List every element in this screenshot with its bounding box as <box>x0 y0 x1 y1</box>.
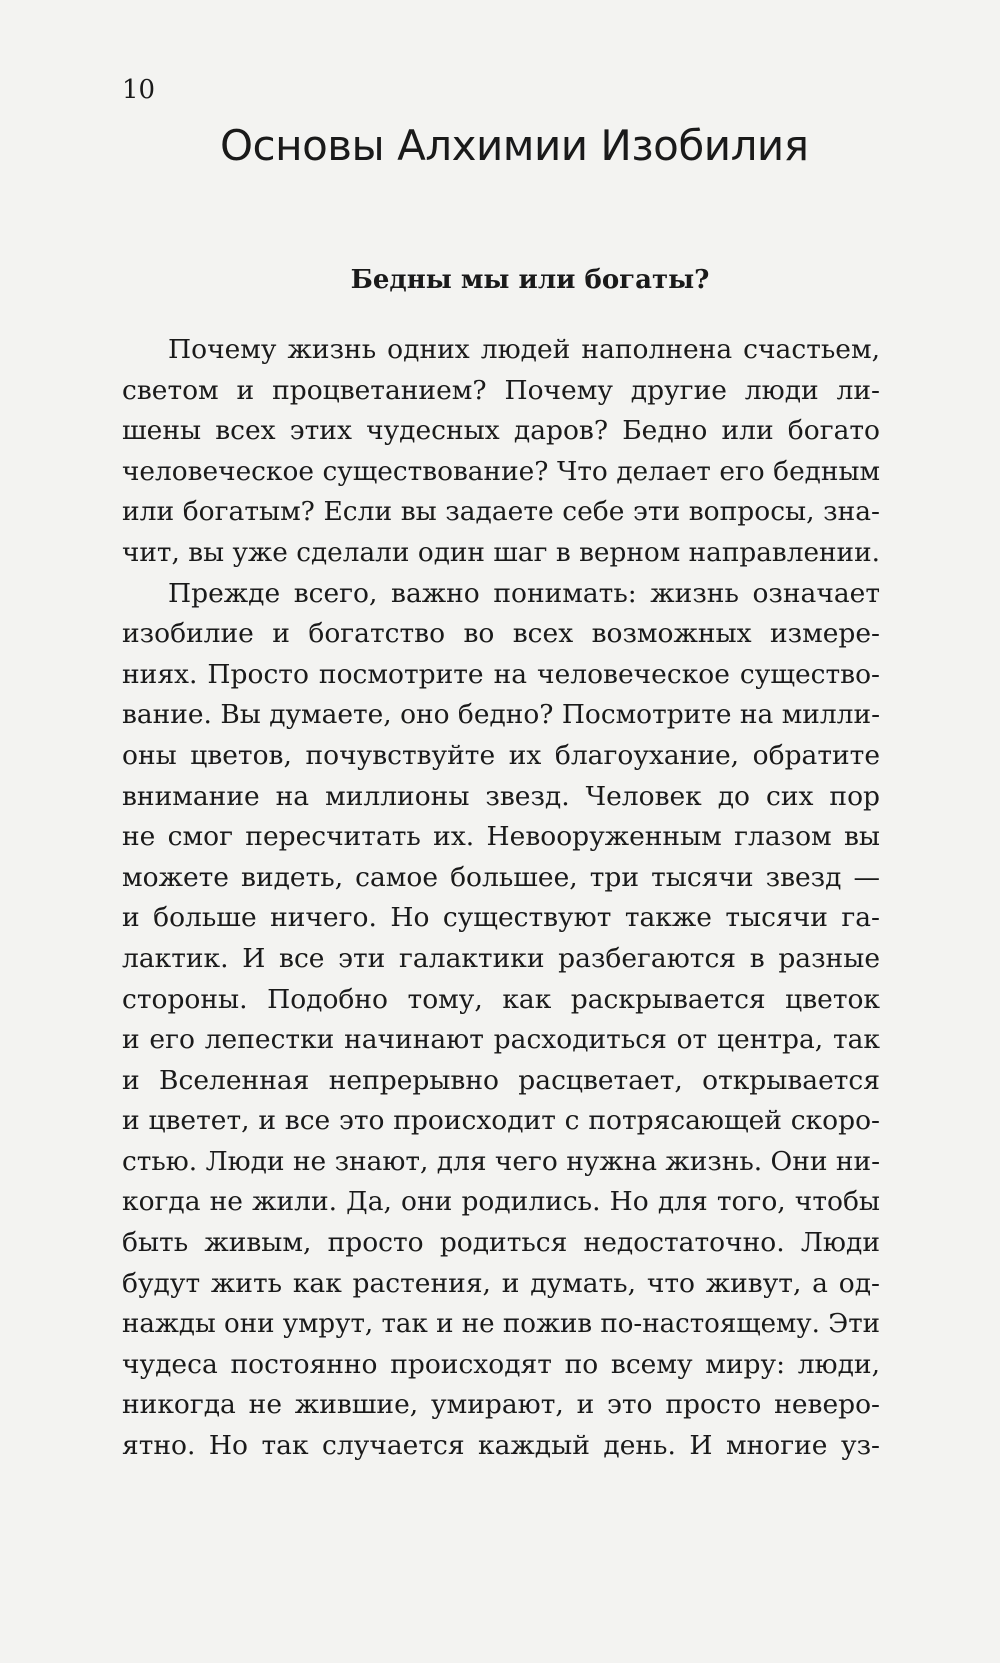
text-line-content: чит, вы уже сделали один шаг в верном направлении. <box>122 537 880 568</box>
text-line-content: будут жить как растения, и думать, что живут, а од- <box>122 1267 880 1299</box>
text-line-content: вание. Вы думаете, оно бедно? Посмотрите на милли- <box>122 699 880 731</box>
text-line <box>122 1142 880 1183</box>
text-line <box>122 1385 880 1426</box>
text-line-content: можете видеть, самое большее, три тысячи звезд — <box>122 861 880 893</box>
text-line-content: внимание на миллионы звезд. Человек до сих пор <box>122 780 880 812</box>
text-line <box>122 939 880 980</box>
text-line-content: когда не жили. Да, они родились. Но для того, чтобы <box>122 1186 880 1218</box>
text-line <box>122 371 880 412</box>
text-line <box>122 695 880 736</box>
text-line <box>122 1182 880 1223</box>
text-line <box>122 452 880 493</box>
chapter-title: Основы Алхимии Изобилия <box>220 121 809 170</box>
text-line-content: Почему жизнь одних людей наполнена счастьем, <box>168 334 880 365</box>
text-line <box>122 980 880 1021</box>
text-line-content: ниях. Просто посмотрите на человеческое существо- <box>122 658 880 690</box>
text-line-content: изобилие и богатство во всех возможных измере- <box>122 618 880 650</box>
text-line <box>122 1345 880 1386</box>
text-line-content: и его лепестки начинают расходиться от центра, так <box>122 1024 880 1056</box>
text-line-content: светом и процветанием? Почему другие люди ли- <box>122 374 880 406</box>
text-line <box>122 1020 880 1061</box>
text-line <box>122 736 880 777</box>
section-title: Бедны мы или богаты? <box>350 265 710 295</box>
text-line-content: Прежде всего, важно понимать: жизнь означает <box>168 577 880 609</box>
text-line <box>122 614 880 655</box>
text-line-content: не смог пересчитать их. Невооруженным глазом вы <box>122 821 880 853</box>
text-line <box>122 1061 880 1102</box>
text-line-content: и больше ничего. Но существуют также тысячи га- <box>122 902 880 934</box>
text-line <box>122 655 880 696</box>
text-line <box>122 533 880 574</box>
text-line-content: человеческое существование? Что делает его бедным <box>122 456 880 487</box>
text-line-content: быть живым, просто родиться недостаточно. Люди <box>122 1227 880 1259</box>
text-line <box>122 1426 880 1467</box>
text-line-content: и цветет, и все это происходит с потрясающей скоро- <box>122 1105 880 1137</box>
text-line <box>122 817 880 858</box>
body-text <box>122 330 880 1467</box>
text-line <box>122 1304 880 1345</box>
text-line-content: лактик. И все эти галактики разбегаются в разные <box>122 942 880 974</box>
text-line-content: чудеса постоянно происходят по всему миру: люди, <box>122 1348 880 1380</box>
text-line <box>122 858 880 899</box>
text-line-content: оны цветов, почувствуйте их благоухание, обратите <box>122 739 880 771</box>
text-line <box>122 1264 880 1305</box>
text-line-content: никогда не жившие, умирают, и это просто неверо- <box>122 1389 880 1421</box>
text-line <box>122 777 880 818</box>
text-line <box>122 411 880 452</box>
text-line <box>122 330 880 371</box>
page-number: 10 <box>122 75 156 105</box>
text-line <box>122 492 880 533</box>
text-line <box>122 574 880 615</box>
text-line-content: шены всех этих чудесных даров? Бедно или богато <box>122 415 880 447</box>
text-line-content: и Вселенная непрерывно расцветает, открывается <box>122 1064 880 1096</box>
text-line <box>122 1101 880 1142</box>
text-line-content: или богатым? Если вы задаете себе эти вопросы, зна- <box>122 496 880 528</box>
text-line <box>122 1223 880 1264</box>
text-line-content: стороны. Подобно тому, как раскрывается цветок <box>122 983 880 1015</box>
text-line-content: нажды они умрут, так и не пожив по-настоящему. Эти <box>122 1309 880 1340</box>
text-line-content: ятно. Но так случается каждый день. И многие уз- <box>122 1430 880 1462</box>
text-line-content: стью. Люди не знают, для чего нужна жизнь. Они ни- <box>122 1145 880 1177</box>
text-line <box>122 898 880 939</box>
